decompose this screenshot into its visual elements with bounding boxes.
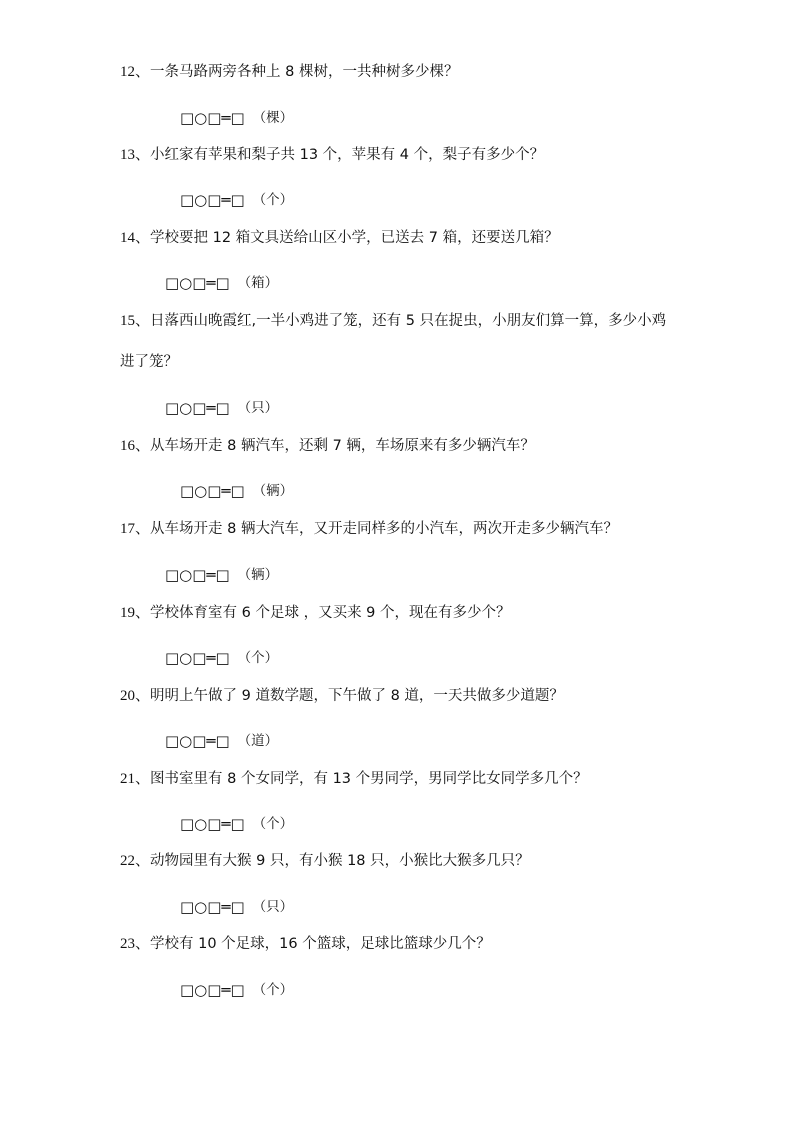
equation-blanks: □○□═□: [165, 649, 230, 667]
answer-unit: （只）: [252, 899, 294, 915]
equation-blanks: □○□═□: [165, 274, 230, 292]
problem-number: 20、: [120, 688, 151, 704]
problem-13-question: [120, 145, 544, 165]
answer-unit: （个）: [252, 982, 294, 998]
answer-unit: （辆）: [237, 567, 279, 583]
problem-12-question: [120, 62, 458, 82]
problem-number: 15、: [120, 313, 151, 329]
answer-unit: （个）: [252, 192, 294, 208]
answer-unit: （个）: [237, 650, 279, 666]
problem-19-question: [120, 603, 511, 623]
equation-blanks: □○□═□: [165, 566, 230, 584]
problem-number: 12、: [120, 64, 151, 80]
problem-text: 学校体育室有 6 个足球 ，又买来 9 个，现在有多少个？: [150, 605, 511, 621]
equation-blanks: □○□═□: [180, 191, 245, 209]
problem-number: 23、: [120, 936, 151, 952]
problem-number: 14、: [120, 230, 151, 246]
equation-blanks: □○□═□: [165, 732, 230, 750]
answer-unit: （只）: [237, 400, 279, 416]
equation-blanks: □○□═□: [180, 109, 245, 127]
problem-13-answer: [180, 190, 293, 210]
problem-text: 从车场开走 8 辆大汽车，又开走同样多的小汽车，两次开走多少辆汽车？: [150, 521, 618, 537]
problem-16-question: [120, 436, 535, 456]
problem-number: 16、: [120, 438, 151, 454]
equation-blanks: □○□═□: [180, 482, 245, 500]
equation-blanks: □○□═□: [180, 815, 245, 833]
problem-text: 日落西山晚霞红,一半小鸡进了笼，还有 5 只在捉虫，小朋友们算一算，多少小鸡进了笼？: [120, 313, 667, 370]
problem-12-answer: [180, 108, 293, 128]
problem-text: 一条马路两旁各种上 8 棵树，一共种树多少棵？: [150, 64, 459, 80]
problem-23-question: [120, 934, 491, 954]
problem-15-answer: [165, 398, 278, 418]
problem-21-question: [120, 769, 588, 789]
problem-14-question: [120, 228, 559, 248]
equation-blanks: □○□═□: [180, 898, 245, 916]
problem-text: 动物园里有大猴 9 只，有小猴 18 只，小猴比大猴多几只？: [150, 853, 530, 869]
problem-number: 22、: [120, 853, 151, 869]
problem-number: 19、: [120, 605, 151, 621]
problem-17-answer: [165, 565, 278, 585]
problem-text: 学校要把 12 箱文具送给山区小学，已送去 7 箱，还要送几箱？: [150, 230, 559, 246]
problem-20-answer: [165, 731, 278, 751]
problem-17-question: [120, 519, 618, 539]
answer-unit: （个）: [252, 816, 294, 832]
problem-text: 学校有 10 个足球，16 个篮球，足球比篮球少几个？: [150, 936, 491, 952]
problem-text: 明明上午做了 9 道数学题，下午做了 8 道，一天共做多少道题？: [150, 688, 564, 704]
problem-15-question: [120, 301, 680, 383]
equation-blanks: □○□═□: [180, 981, 245, 999]
problem-23-answer: [180, 980, 293, 1000]
equation-blanks: □○□═□: [165, 399, 230, 417]
problem-text: 图书室里有 8 个女同学，有 13 个男同学，男同学比女同学多几个？: [150, 771, 588, 787]
problem-22-question: [120, 851, 530, 871]
problem-text: 小红家有苹果和梨子共 13 个，苹果有 4 个，梨子有多少个？: [150, 147, 545, 163]
answer-unit: （棵）: [252, 110, 294, 126]
problem-20-question: [120, 686, 564, 706]
answer-unit: （辆）: [252, 483, 294, 499]
answer-unit: （箱）: [237, 275, 279, 291]
problem-number: 13、: [120, 147, 151, 163]
problem-14-answer: [165, 273, 278, 293]
problem-text: 从车场开走 8 辆汽车，还剩 7 辆，车场原来有多少辆汽车？: [150, 438, 535, 454]
problem-22-answer: [180, 897, 293, 917]
answer-unit: （道）: [237, 733, 279, 749]
problem-16-answer: [180, 481, 293, 501]
problem-21-answer: [180, 814, 293, 834]
problem-19-answer: [165, 648, 278, 668]
problem-number: 17、: [120, 521, 151, 537]
problem-number: 21、: [120, 771, 151, 787]
